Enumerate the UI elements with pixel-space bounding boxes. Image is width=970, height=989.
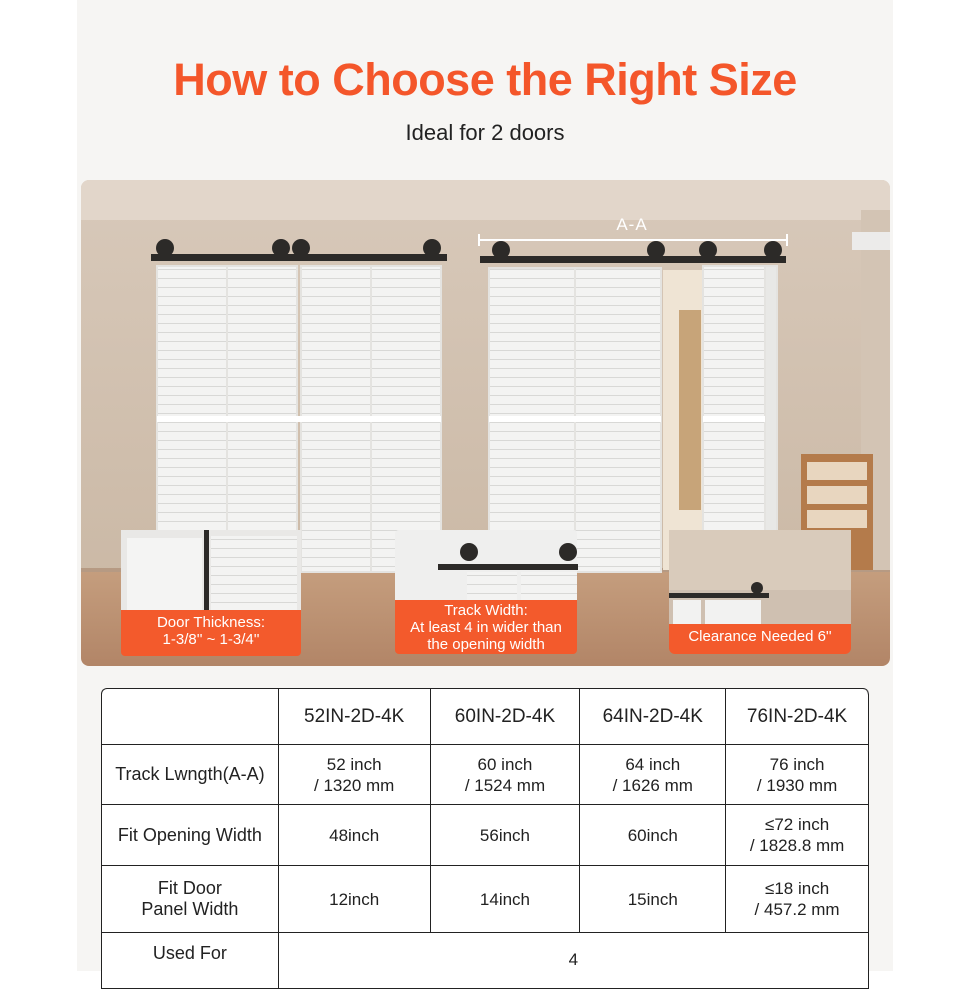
- page-subtitle: Ideal for 2 doors: [405, 120, 565, 145]
- table-header-row: [102, 689, 869, 745]
- table-cell: 60 inch / 1524 mm: [431, 745, 581, 805]
- table-cell: 14inch: [431, 866, 581, 933]
- table-row: [102, 866, 869, 933]
- row-header: Fit Opening Width: [102, 805, 279, 866]
- caption-line: At least 4 in wider than: [410, 619, 562, 636]
- table-row: [102, 805, 869, 866]
- caption-line: Track Width:: [444, 602, 528, 619]
- table-corner-cell: [102, 689, 279, 745]
- table-row: [102, 933, 869, 989]
- table-cell: 4: [279, 933, 869, 989]
- row-header: Fit Door Panel Width: [102, 866, 279, 933]
- page-title: How to Choose the Right Size: [173, 54, 797, 105]
- column-header: 60IN-2D-4K: [431, 689, 581, 745]
- table-cell: ≤72 inch / 1828.8 mm: [726, 805, 869, 866]
- caption-line: Clearance Needed 6'': [688, 628, 832, 645]
- table-cell: ≤18 inch / 457.2 mm: [726, 866, 869, 933]
- column-header: 76IN-2D-4K: [726, 689, 869, 745]
- column-header: 64IN-2D-4K: [580, 689, 726, 745]
- product-photo: [81, 180, 890, 666]
- row-header: Track Lwngth(A-A): [102, 745, 279, 805]
- track-width-caption: [395, 600, 577, 654]
- dimension-label: A-A: [616, 215, 648, 234]
- table-cell: 52 inch / 1320 mm: [279, 745, 431, 805]
- door-thickness-caption: [121, 610, 301, 656]
- table-cell: 12inch: [279, 866, 431, 933]
- caption-line: Door Thickness:: [156, 614, 266, 631]
- table-cell: 60inch: [580, 805, 726, 866]
- row-header: Used For: [102, 933, 279, 989]
- table-row: [102, 745, 869, 805]
- barn-door-illustration: [81, 180, 890, 666]
- clearance-caption: [669, 624, 851, 654]
- table-cell: 15inch: [580, 866, 726, 933]
- size-spec-table: [101, 688, 869, 989]
- caption-line: 1-3/8'' ~ 1-3/4'': [162, 631, 260, 648]
- table-cell: 64 inch / 1626 mm: [580, 745, 726, 805]
- table-cell: 76 inch / 1930 mm: [726, 745, 869, 805]
- column-header: 52IN-2D-4K: [279, 689, 431, 745]
- table-cell: 48inch: [279, 805, 431, 866]
- caption-line: the opening width: [427, 636, 545, 653]
- table-cell: 56inch: [431, 805, 581, 866]
